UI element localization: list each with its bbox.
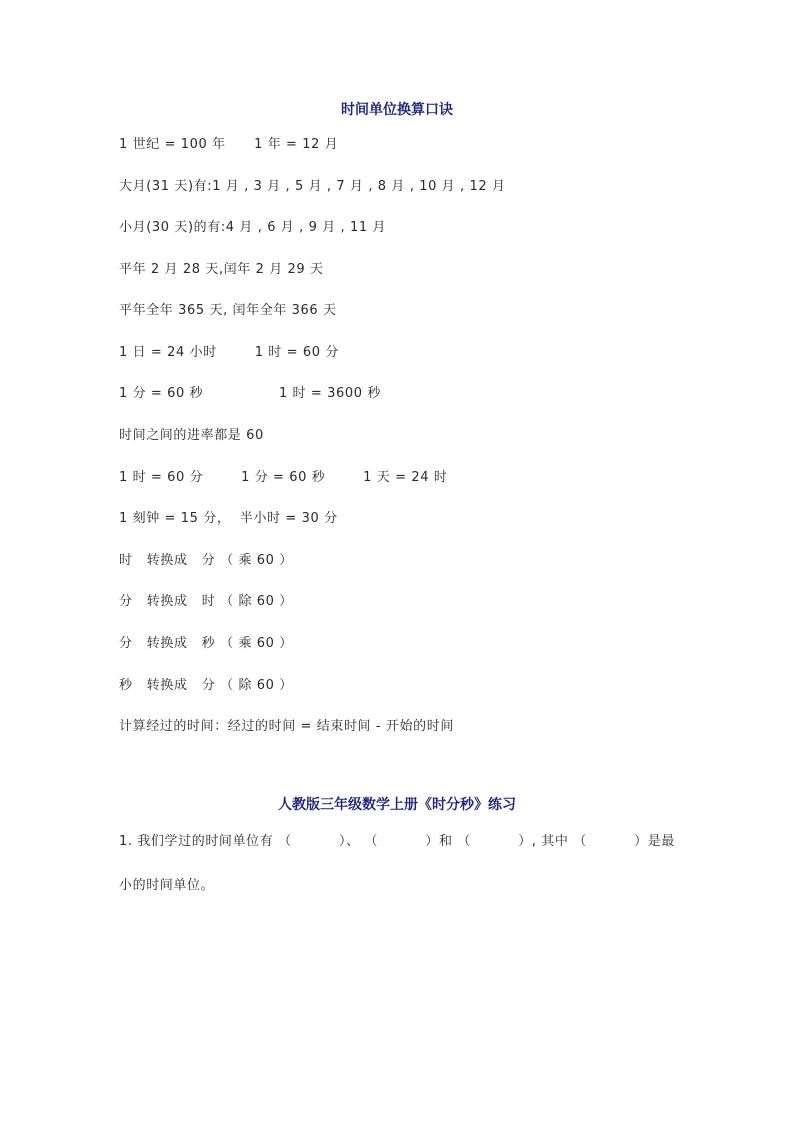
rule-line-5: 平年全年 365 天, 闰年全年 366 天 — [119, 303, 337, 318]
rule-line-12: 分 转换成 时 （ 除 60 ） — [119, 594, 293, 609]
question-1-line-1: 1. 我们学过的时间单位有 （ ）、 （ ）和 （ ）, 其中 （ ）是最 — [119, 834, 675, 849]
rule-line-14: 秒 转换成 分 （ 除 60 ） — [119, 678, 293, 693]
rule-line-9: 1 时 = 60 分 1 分 = 60 秒 1 天 = 24 时 — [119, 470, 448, 485]
section-title-time-units: 时间单位换算口诀 — [341, 102, 453, 118]
rule-line-1: 1 世纪 = 100 年 1 年 = 12 月 — [119, 137, 339, 152]
rule-line-7: 1 分 = 60 秒 1 时 = 3600 秒 — [119, 386, 381, 401]
rule-line-10: 1 刻钟 = 15 分， 半小时 = 30 分 — [119, 511, 338, 526]
rule-line-11: 时 转换成 分 （ 乘 60 ） — [119, 553, 293, 568]
rule-line-4: 平年 2 月 28 天,闰年 2 月 29 天 — [119, 262, 324, 277]
rule-line-8: 时间之间的进率都是 60 — [119, 428, 264, 443]
rule-line-13: 分 转换成 秒 （ 乘 60 ） — [119, 636, 293, 651]
question-1-line-2: 小的时间单位。 — [119, 878, 215, 893]
rule-line-2: 大月(31 天)有:1 月 , 3 月 , 5 月 , 7 月 , 8 月 , 10 月 , 12 月 — [119, 179, 506, 194]
rule-line-3: 小月(30 天)的有:4 月 , 6 月 , 9 月 , 11 月 — [119, 220, 387, 235]
rule-line-15: 计算经过的时间：经过的时间 = 结束时间 - 开始的时间 — [119, 719, 454, 734]
rule-line-6: 1 日 = 24 小时 1 时 = 60 分 — [119, 345, 339, 360]
section-title-exercise: 人教版三年级数学上册《时分秒》练习 — [278, 797, 516, 813]
